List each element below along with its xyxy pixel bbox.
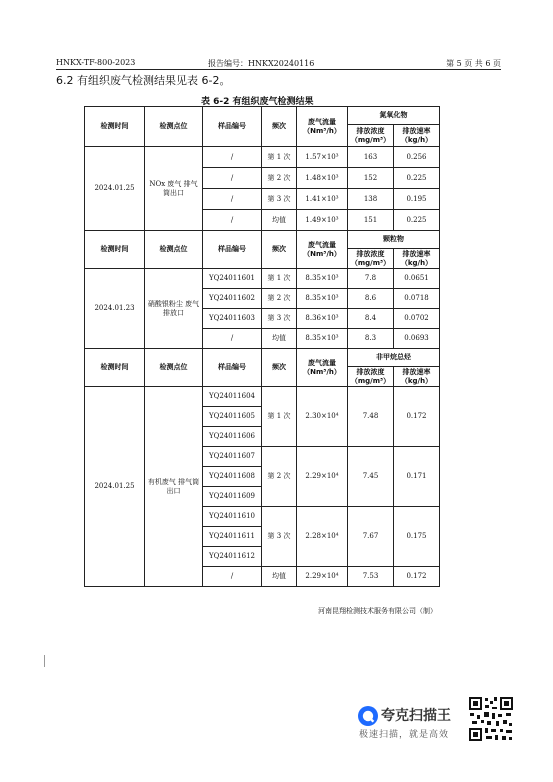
- flow-unit: （Nm³/h）: [303, 249, 341, 258]
- conc-label: 排放浓度: [356, 126, 385, 135]
- frequency: 均值: [262, 210, 297, 231]
- flow-label: 废气流量: [308, 358, 336, 367]
- table-row: [85, 147, 440, 168]
- conc-value: 7.8: [348, 269, 394, 289]
- rate-label: 排放速率: [402, 249, 431, 258]
- rate-value: 0.0718: [394, 289, 440, 309]
- col-frequency-header: 频次: [262, 231, 297, 269]
- conc-value: 7.67: [348, 507, 394, 567]
- col-rate-header: [394, 125, 440, 147]
- conc-label: 排放浓度: [356, 367, 385, 376]
- header-rule: [56, 69, 501, 70]
- pollutant-header: 氮氧化物: [348, 107, 440, 125]
- rate-value: 0.256: [394, 147, 440, 168]
- rate-value: 0.172: [394, 567, 440, 587]
- col-location-header: 检测点位: [145, 349, 203, 387]
- frequency: 均值: [262, 329, 297, 349]
- col-flow-header: [297, 231, 348, 269]
- flow-value: 2.30×10⁴: [297, 387, 348, 447]
- flow-value: 2.29×10⁴: [297, 567, 348, 587]
- rate-value: 0.0651: [394, 269, 440, 289]
- rate-value: 0.0702: [394, 309, 440, 329]
- pollutant-header: 颗粒物: [348, 231, 440, 249]
- test-date: 2024.01.25: [85, 387, 145, 587]
- sample-no: YQ24011611: [203, 527, 262, 547]
- table-header-row: [85, 349, 440, 367]
- sample-no: YQ24011603: [203, 309, 262, 329]
- sample-no: YQ24011606: [203, 427, 262, 447]
- test-date: 2024.01.25: [85, 147, 145, 231]
- sample-no: /: [203, 168, 262, 189]
- frequency: 第 1 次: [262, 269, 297, 289]
- flow-unit: （Nm³/h）: [303, 367, 341, 376]
- sample-no: YQ24011610: [203, 507, 262, 527]
- conc-value: 8.4: [348, 309, 394, 329]
- rate-value: 0.172: [394, 387, 440, 447]
- flow-value: 8.35×10³: [297, 329, 348, 349]
- conc-unit: （mg/m³）: [350, 135, 391, 144]
- conc-value: 7.45: [348, 447, 394, 507]
- col-conc-header: [348, 125, 394, 147]
- qr-code-icon: [468, 696, 514, 742]
- conc-value: 138: [348, 189, 394, 210]
- conc-value: 163: [348, 147, 394, 168]
- col-flow-header: [297, 349, 348, 387]
- frequency: 第 2 次: [262, 168, 297, 189]
- table-header-row: [85, 231, 440, 249]
- test-location: 硝酸银粉尘 废气排放口: [145, 269, 203, 349]
- flow-value: 2.28×10⁴: [297, 507, 348, 567]
- rate-value: 0.175: [394, 507, 440, 567]
- flow-value: 8.36×10³: [297, 309, 348, 329]
- frequency: 第 1 次: [262, 387, 297, 447]
- rate-value: 0.225: [394, 168, 440, 189]
- flow-label: 废气流量: [308, 117, 336, 126]
- sample-no: YQ24011604: [203, 387, 262, 407]
- conc-unit: （mg/m³）: [350, 376, 391, 385]
- frequency: 第 2 次: [262, 447, 297, 507]
- flow-value: 1.49×10³: [297, 210, 348, 231]
- page-number: 第 5 页 共 6 页: [446, 59, 501, 68]
- page-header: [56, 54, 501, 70]
- col-rate-header: [394, 249, 440, 269]
- flow-value: 2.29×10⁴: [297, 447, 348, 507]
- sample-no: YQ24011608: [203, 467, 262, 487]
- col-frequency-header: 频次: [262, 349, 297, 387]
- sample-no: YQ24011609: [203, 487, 262, 507]
- col-location-header: 检测点位: [145, 107, 203, 147]
- conc-value: 7.53: [348, 567, 394, 587]
- col-conc-header: [348, 367, 394, 387]
- doc-code: HNKX-TF-800-2023: [56, 58, 136, 67]
- frequency: 均值: [262, 567, 297, 587]
- results-table: [84, 106, 440, 587]
- sample-no: YQ24011605: [203, 407, 262, 427]
- col-sample-header: 样品编号: [203, 107, 262, 147]
- sample-no: /: [203, 329, 262, 349]
- frequency: 第 3 次: [262, 507, 297, 567]
- section-title: 6.2 有组织废气检测结果见表 6-2。: [56, 74, 231, 87]
- flow-unit: （Nm³/h）: [303, 126, 341, 135]
- quark-logo-icon: [357, 705, 379, 727]
- col-sample-header: 样品编号: [203, 231, 262, 269]
- sample-no: /: [203, 210, 262, 231]
- rate-unit: （kg/h）: [400, 376, 433, 385]
- col-location-header: 检测点位: [145, 231, 203, 269]
- table-row: [85, 269, 440, 289]
- rate-label: 排放速率: [402, 126, 431, 135]
- flow-value: 1.57×10³: [297, 147, 348, 168]
- sample-no: YQ24011602: [203, 289, 262, 309]
- flow-value: 8.35×10³: [297, 269, 348, 289]
- pollutant-header: 非甲烷总烃: [348, 349, 440, 367]
- conc-value: 152: [348, 168, 394, 189]
- rate-value: 0.171: [394, 447, 440, 507]
- issuer-footer: 河南昆翔检测技术服务有限公司（制）: [318, 607, 437, 615]
- scan-mark: [44, 655, 45, 667]
- frequency: 第 3 次: [262, 189, 297, 210]
- rate-value: 0.225: [394, 210, 440, 231]
- test-location: NOx 废气 排气筒出口: [145, 147, 203, 231]
- col-date-header: 检测时间: [85, 349, 145, 387]
- watermark-slogan: 极速扫描，就是高效: [359, 730, 450, 740]
- conc-unit: （mg/m³）: [350, 258, 391, 267]
- sample-no: /: [203, 147, 262, 168]
- test-location: 有机废气 排气筒出口: [145, 387, 203, 587]
- col-frequency-header: 频次: [262, 107, 297, 147]
- conc-value: 151: [348, 210, 394, 231]
- sample-no: /: [203, 189, 262, 210]
- rate-unit: （kg/h）: [400, 258, 433, 267]
- table-caption: 表 6-2 有组织废气检测结果: [201, 97, 314, 107]
- rate-value: 0.0693: [394, 329, 440, 349]
- sample-no: YQ24011607: [203, 447, 262, 467]
- sample-no: YQ24011612: [203, 547, 262, 567]
- rate-label: 排放速率: [402, 367, 431, 376]
- frequency: 第 1 次: [262, 147, 297, 168]
- watermark-brand: 夸克扫描王: [381, 708, 451, 724]
- col-rate-header: [394, 367, 440, 387]
- col-flow-header: [297, 107, 348, 147]
- col-sample-header: 样品编号: [203, 349, 262, 387]
- table-row: [85, 387, 440, 407]
- scanner-watermark: [357, 702, 467, 742]
- flow-value: 8.35×10³: [297, 289, 348, 309]
- test-date: 2024.01.23: [85, 269, 145, 349]
- col-conc-header: [348, 249, 394, 269]
- sample-no: YQ24011601: [203, 269, 262, 289]
- rate-value: 0.195: [394, 189, 440, 210]
- frequency: 第 2 次: [262, 289, 297, 309]
- flow-value: 1.48×10³: [297, 168, 348, 189]
- col-date-header: 检测时间: [85, 231, 145, 269]
- table-header-row: [85, 107, 440, 125]
- rate-unit: （kg/h）: [400, 135, 433, 144]
- conc-label: 排放浓度: [356, 249, 385, 258]
- conc-value: 8.6: [348, 289, 394, 309]
- flow-label: 废气流量: [308, 240, 336, 249]
- col-date-header: 检测时间: [85, 107, 145, 147]
- frequency: 第 3 次: [262, 309, 297, 329]
- sample-no: /: [203, 567, 262, 587]
- report-number: 报告编号：HNKX20240116: [208, 59, 315, 68]
- flow-value: 1.41×10³: [297, 189, 348, 210]
- conc-value: 8.3: [348, 329, 394, 349]
- conc-value: 7.48: [348, 387, 394, 447]
